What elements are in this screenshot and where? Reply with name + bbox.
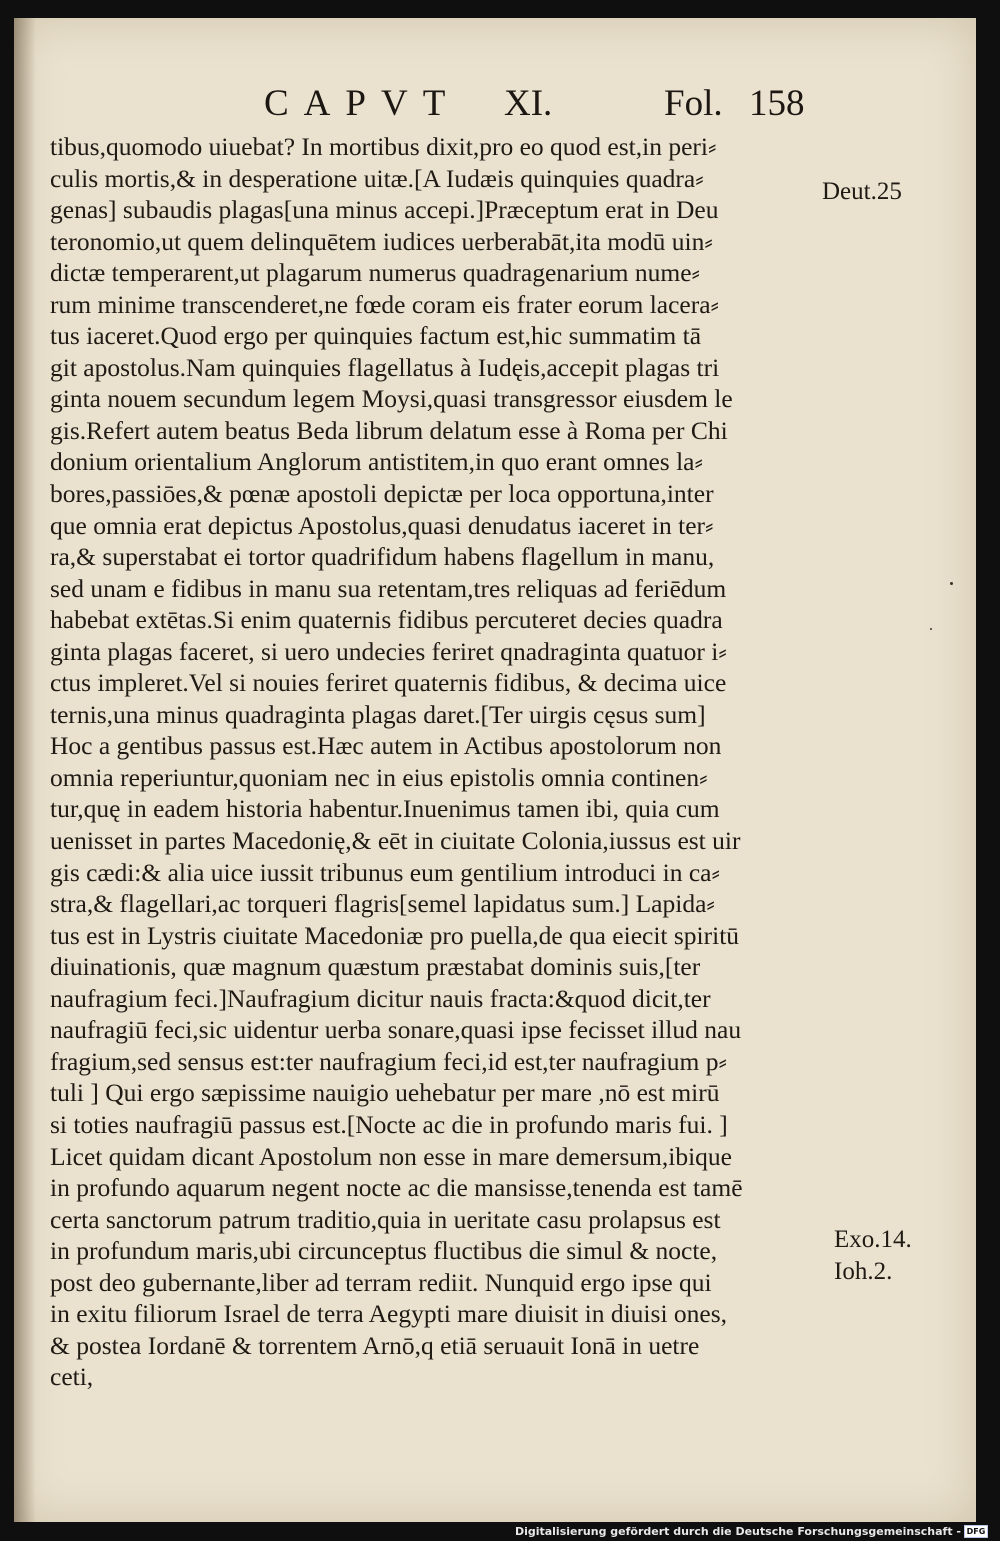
text-line: naufragiū feci,sic uidentur uerba sonare,quasi ipse fecisset illud nau <box>50 1015 742 1045</box>
text-line: ginta nouem secundum legem Moysi,quasi transgressor eiusdem le <box>50 384 733 414</box>
text-line: tur,quę in eadem historia habentur.Inuenimus tamen ibi, quia cum <box>50 794 720 824</box>
dfg-logo-icon: DFG <box>964 1525 988 1538</box>
text-line: omnia reperiuntur,quoniam nec in eius epistolis omnia continen⸗ <box>50 762 708 792</box>
text-line: que omnia erat depictus Apostolus,quasi denudatus iaceret in ter⸗ <box>50 510 714 540</box>
text-line: naufragium feci.]Naufragium dicitur nauis fracta:&quod dicit,ter <box>50 983 711 1013</box>
paper-speck <box>950 582 953 585</box>
text-line: Licet quidam dicant Apostolum non esse in mare demersum,ibique <box>50 1141 732 1171</box>
header-folio-number: 158 <box>749 83 805 124</box>
text-line: si toties naufragiū passus est.[Nocte ac die in profundo maris fui. ] <box>50 1109 728 1139</box>
header-fol-label: Fol. <box>664 83 723 124</box>
header-chapter: XI. <box>504 83 553 124</box>
text-line: ctus impleret.Vel si nouies feriret quaternis fidibus, & decima uice <box>50 668 727 698</box>
digitization-footer <box>515 1524 988 1538</box>
footer-text: Digitalisierung gefördert durch die Deutsche Forschungsgemeinschaft - <box>514 1524 961 1538</box>
text-line: rum minime transcenderet,ne fœde coram eis frater eorum lacera⸗ <box>50 289 720 319</box>
text-line: tibus,quomodo uiuebat? In mortibus dixit,pro eo quod est,in peri⸗ <box>50 132 717 161</box>
margin-note-exo: Exo.14. <box>834 1226 912 1253</box>
page-spine-shadow <box>14 18 36 1522</box>
margin-note-deut: Deut.25 <box>822 178 902 205</box>
paper-speck <box>930 628 932 630</box>
text-line: in profundum maris,ubi circunceptus fluctibus die simul & nocte, <box>50 1236 718 1266</box>
text-line: & postea Iordanē & torrentem Arnō,q etiā seruauit Ionā in uetre <box>50 1330 700 1360</box>
text-line: uenisset in partes Macedonię,& eēt in ciuitate Colonia,iussus est uir <box>50 826 741 856</box>
text-line: in exitu filiorum Israel de terra Aegypti mare diuisit in diuisi ones, <box>50 1299 728 1329</box>
text-line: certa sanctorum patrum traditio,quia in ueritate casu prolapsus est <box>50 1204 721 1234</box>
text-line: ginta plagas faceret, si uero undecies feriret qnadraginta quatuor i⸗ <box>50 636 727 666</box>
text-line: stra,& flagellari,ac torqueri flagris[semel lapidatus sum.] Lapida⸗ <box>50 889 715 919</box>
text-line: diuinationis, quæ magnum quæstum præstabat dominis suis,[ter <box>50 952 701 982</box>
text-line: teronomio,ut quem delinquētem iudices uerberabāt,ita modū uin⸗ <box>50 226 713 256</box>
text-line: habebat extētas.Si enim quaternis fidibus percuteret decies quadra <box>50 605 723 635</box>
running-header <box>14 82 976 132</box>
text-line: tus est in Lystris ciuitate Macedoniæ pro puella,de qua eiecit spiritū <box>50 920 740 950</box>
text-line: ra,& superstabat ei tortor quadrifidum habens flagellum in manu, <box>50 542 715 572</box>
text-line: tuli ] Qui ergo sæpissime nauigio uehebatur per mare ,nō est mirū <box>50 1078 720 1108</box>
text-line: fragium,sed sensus est:ter naufragium feci,id est,ter naufragium p⸗ <box>50 1046 727 1076</box>
text-line: bores,passiōes,& pœnæ apostoli depictæ per loca opportuna,inter <box>50 479 714 509</box>
text-line: ceti, <box>50 1362 94 1392</box>
text-line: in profundo aquarum negent nocte ac die mansisse,tenenda est tamē <box>50 1173 743 1203</box>
text-line: Hoc a gentibus passus est.Hæc autem in Actibus apostolorum non <box>50 731 722 761</box>
text-line: tus iaceret.Quod ergo per quinquies factum est,hic summatim tā <box>50 321 702 351</box>
header-caput: CAPVT <box>264 83 461 124</box>
text-line: donium orientalium Anglorum antistitem,in quo erant omnes la⸗ <box>50 447 703 477</box>
text-line: dictæ temperarent,ut plagarum numerus quadragenarium nume⸗ <box>50 258 701 288</box>
body-text <box>50 131 840 1393</box>
book-page <box>14 18 976 1522</box>
text-line: post deo gubernante,liber ad terram rediit. Nunquid ergo ipse qui <box>50 1267 712 1297</box>
text-line: culis mortis,& in desperatione uitæ.[A Iudæis quinquies quadra⸗ <box>50 163 704 193</box>
text-line: gis cædi:& alia uice iussit tribunus eum gentilium introduci in ca⸗ <box>50 857 720 887</box>
text-line: gis.Refert autem beatus Beda librum delatum esse à Roma per Chi <box>50 415 728 445</box>
text-line: genas] subaudis plagas[una minus accepi.]Præceptum erat in Deu <box>50 195 719 225</box>
text-line: git apostolus.Nam quinquies flagellatus à Iudęis,accepit plagas tri <box>50 352 720 382</box>
text-line: sed unam e fidibus in manu sua retentam,tres reliquas ad feriēdum <box>50 573 727 603</box>
margin-note-ioh: Ioh.2. <box>834 1258 893 1285</box>
text-line: ternis,una minus quadraginta plagas daret.[Ter uirgis cęsus sum] <box>50 699 706 729</box>
